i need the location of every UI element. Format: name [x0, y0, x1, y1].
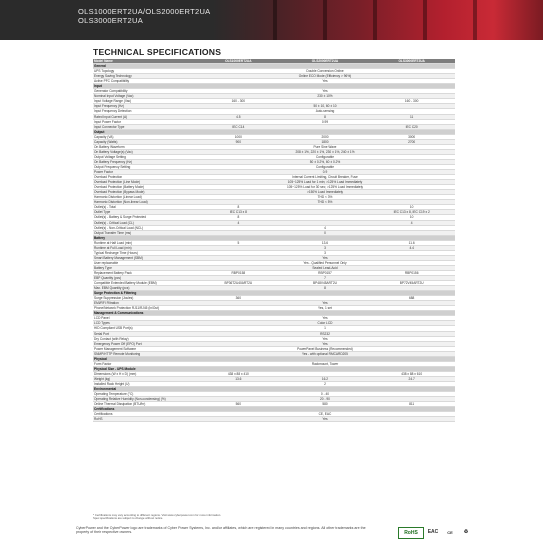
spec-label: Installed Rack Height (U) — [93, 382, 195, 387]
spec-value: 11.6 — [368, 240, 455, 245]
spec-value: 1000 — [195, 134, 282, 139]
rohs-logo: RoHS — [398, 527, 424, 539]
spec-value: Configurable — [195, 154, 455, 159]
spec-value: 160 - 300 — [368, 99, 455, 104]
section-label: Output — [93, 129, 455, 134]
spec-label: Outlet Type — [93, 210, 195, 215]
spec-value: RBP0156 — [368, 270, 455, 275]
section-label: Management & Communications — [93, 311, 455, 316]
header-model-cell: OLS3000ERT2UA — [368, 59, 455, 64]
spec-label: Harmonic Distortion (Linear Load) — [93, 195, 195, 200]
spec-value: THD < 3% — [195, 195, 455, 200]
spec-value: 3 — [195, 250, 455, 255]
ce-logo: CE — [447, 529, 453, 535]
spec-value: Sealed Lead-Acid — [195, 265, 455, 270]
section-label: Battery — [93, 235, 455, 240]
spec-value: 2700 — [368, 139, 455, 144]
spec-label: Dry Contact (with Relay) — [93, 336, 195, 341]
footnote-2: Spec specifications are subject to change without notice. — [93, 516, 164, 521]
spec-label: Runtime at Half Load (min) — [93, 240, 195, 245]
spec-value: 5 — [195, 240, 282, 245]
spec-label: Runtime at Full Load (min) — [93, 245, 195, 250]
spec-value: Double Conversion Online — [195, 69, 455, 74]
model-names-line-1: OLS1000ERT2UA/OLS2000ERT2UA — [78, 7, 211, 16]
spec-label: Input Frequency Detection — [93, 109, 195, 114]
spec-label: Output Transfer Time (ms) — [93, 230, 195, 235]
spec-label: On Battery Waveform — [93, 144, 195, 149]
spec-value: 16.2 — [282, 376, 369, 381]
spec-label: Outlet(s) - Total — [93, 205, 195, 210]
spec-value: 50 ± 10, 60 ± 10 — [195, 104, 455, 109]
spec-label: UPS Topology — [93, 69, 195, 74]
recycle-icon: ♻ — [463, 529, 469, 535]
spec-value: 560 — [195, 402, 282, 407]
spec-label: EBP Quantity (pcs) — [93, 276, 195, 281]
spec-label: Input Voltage Range (Vac) — [93, 99, 195, 104]
spec-label: LCD Types — [93, 321, 195, 326]
spec-label: User replaceable — [93, 260, 195, 265]
spec-value: >150% Load Immediately — [195, 190, 455, 195]
spec-label: Capacity (VA) — [93, 134, 195, 139]
spec-value: IEC C14 — [195, 124, 282, 129]
spec-value: Yes — [195, 301, 455, 306]
spec-value: Configurable — [195, 164, 455, 169]
spec-value: Online ECO Mode (Efficiency > 96%) — [195, 74, 455, 79]
spec-value: Color LCD — [195, 321, 455, 326]
spec-label: Energy Saving Technology — [93, 74, 195, 79]
spec-value: 1800 — [282, 139, 369, 144]
spec-value: Yes — [195, 341, 455, 346]
spec-table — [93, 59, 455, 422]
spec-label: Power Factor — [93, 170, 195, 175]
spec-value: 1 — [195, 326, 455, 331]
spec-value: IEC C13 x 8 — [195, 210, 282, 215]
spec-value: 4.4 — [368, 245, 455, 250]
spec-value: RS232 — [195, 331, 455, 336]
spec-value: 105~125% Load for 1 min; >125% Load Immediately — [195, 180, 455, 185]
spec-value: 3000 — [368, 134, 455, 139]
spec-label: Typical Recharge Time (Hours) — [93, 250, 195, 255]
spec-value: 0.99 — [195, 119, 455, 124]
section-label: Physical Size - UPS Module — [93, 366, 455, 371]
spec-label: Compatible Extended Battery Module (EBM) — [93, 281, 195, 286]
spec-value: 580 — [282, 402, 369, 407]
spec-label: Phone/Network Protection RJ11/RJ45 (In/Out) — [93, 306, 195, 311]
spec-value: 0.9 — [195, 170, 455, 175]
spec-value: 4 — [195, 220, 282, 225]
spec-label: Active PFC Compatibility — [93, 79, 195, 84]
spec-value: CE, EAC — [195, 412, 455, 417]
footnote-1: * Certifications may vary according to different regions. Visit www.cyberpower.com for more information. — [93, 513, 222, 517]
spec-value: Auto-sensing — [195, 109, 455, 114]
spec-value: 688 — [368, 296, 455, 301]
footnotes — [93, 514, 453, 521]
spec-value: 0 - 40 — [195, 392, 455, 397]
spec-label: Dimensions (W x H x D) (mm) — [93, 371, 195, 376]
spec-label: Operating Temperature (°C) — [93, 392, 195, 397]
section-label: Input — [93, 84, 455, 89]
header-model-cell: OLS2000ERT2UA — [282, 59, 369, 64]
spec-value: 208 ± 1%, 220 ± 1%, 230 ± 1%, 240 ± 1% — [195, 149, 455, 154]
spec-value: 360 — [195, 296, 282, 301]
spec-value: Yes - with optional RMCARD205 — [195, 351, 455, 356]
spec-label: Emergency Power Off (EPO) Port — [93, 341, 195, 346]
spec-value: 11 — [368, 114, 455, 119]
header-model-cell: OLS1000ERT2UA — [195, 59, 282, 64]
spec-label: Harmonic Distortion (Non-linear Load) — [93, 200, 195, 205]
spec-label: Smart Battery Management (SBM) — [93, 255, 195, 260]
spec-value: BP72V45ART2U — [368, 281, 455, 286]
spec-value: 105~125% Load for 30 sec; >125% Load Immediately — [195, 185, 455, 190]
section-label: General — [93, 64, 455, 69]
spec-value: 4.5 — [195, 114, 282, 119]
spec-value: 3 — [282, 245, 369, 250]
spec-label: Outlet(s) - Battery & Surge Protected — [93, 215, 195, 220]
spec-label: On Battery Frequency (Hz) — [93, 159, 195, 164]
spec-value: 8 — [195, 215, 282, 220]
spec-value: 7 — [195, 276, 455, 281]
spec-label: Operating Relative Humidity (Non-condensing) (%) — [93, 397, 195, 402]
spec-value: 8 — [282, 114, 369, 119]
spec-label: Overload Protection — [93, 175, 195, 180]
spec-label: Input Power Factor — [93, 119, 195, 124]
server-rack-photo — [213, 0, 543, 40]
spec-label: Surge Suppression (Joules) — [93, 296, 195, 301]
spec-label: Replacement Battery Pack — [93, 270, 195, 275]
section-label: Environmental — [93, 387, 455, 392]
spec-label: Form Factor — [93, 361, 195, 366]
spec-value: 438 x 88 x 610 — [368, 371, 455, 376]
spec-value: Yes - Qualified Personnel Only — [195, 260, 455, 265]
table-row — [93, 417, 455, 422]
page-title: TECHNICAL SPECIFICATIONS — [93, 47, 222, 57]
spec-value: 160 - 300 — [195, 99, 282, 104]
spec-value: 24.7 — [368, 376, 455, 381]
spec-value: Yes — [195, 417, 455, 422]
spec-value: 10 — [368, 215, 455, 220]
spec-value: PowerPanel Business (Recommended) — [195, 346, 455, 351]
spec-label: RoHS — [93, 417, 195, 422]
spec-label: Input Connector Type — [93, 124, 195, 129]
spec-label: Certifications — [93, 412, 195, 417]
spec-value: Yes — [195, 89, 455, 94]
spec-value: 230 ± 10% — [195, 94, 455, 99]
spec-value: 4 — [368, 220, 455, 225]
spec-label: Serial Port — [93, 331, 195, 336]
spec-value: 900 — [195, 139, 282, 144]
spec-label: Overload Protection (Battery Mode) — [93, 185, 195, 190]
spec-label: Output Frequency Setting — [93, 164, 195, 169]
spec-label: Nominal Input Voltage (Vac) — [93, 94, 195, 99]
spec-value: IEC C20 — [368, 124, 455, 129]
spec-value: 0 — [195, 230, 455, 235]
spec-label: SNMP/HTTP Remote Monitoring — [93, 351, 195, 356]
spec-value: Yes, 1 set — [195, 306, 455, 311]
spec-value: IEC C13 x 8, IEC C19 x 2 — [368, 210, 455, 215]
spec-label: HID Compliant USB Port(s) — [93, 326, 195, 331]
spec-value: Yes — [195, 316, 455, 321]
model-names-line-2: OLS3000ERT2UA — [78, 16, 144, 25]
spec-value: Yes — [195, 255, 455, 260]
section-label: Physical — [93, 356, 455, 361]
spec-value: 8 — [195, 205, 282, 210]
spec-value: Internal Current Limiting, Circuit Breaker, Fuse — [195, 175, 455, 180]
trademark-notice: CyberPower and the CyberPower logo are trademarks of Cyber Power Systems, Inc. and/or affiliates, which are registered in many countries and regions. All other trademarks are the property of their respective owners. — [76, 526, 366, 535]
spec-label: Input Frequency (Hz) — [93, 104, 195, 109]
spec-value: 8 — [195, 286, 455, 291]
spec-label: EMI/RFI Filtration — [93, 301, 195, 306]
spec-value: 438 x 88 x 410 — [195, 371, 282, 376]
spec-value: Yes — [195, 79, 455, 84]
spec-value: 811 — [368, 402, 455, 407]
spec-label: Overload Protection (Bypass Mode) — [93, 190, 195, 195]
header-label-cell: Model Name — [93, 59, 195, 64]
spec-label: Weight (kg) — [93, 376, 195, 381]
spec-value: Rackmount, Tower — [195, 361, 455, 366]
spec-value: THD < 5% — [195, 200, 455, 205]
spec-label: Battery Type — [93, 265, 195, 270]
spec-label: Power Management Software — [93, 346, 195, 351]
spec-value: BP36T2U40ART2U — [195, 281, 282, 286]
spec-label: Output Voltage Setting — [93, 154, 195, 159]
spec-label: Capacity (Watts) — [93, 139, 195, 144]
spec-label: Outlet(s) - Non-Critical Load (NCL) — [93, 225, 195, 230]
spec-value: 2 — [195, 382, 455, 387]
spec-value: 50 ± 0.2%, 60 ± 0.2% — [195, 159, 455, 164]
spec-value: RBP0158 — [195, 270, 282, 275]
spec-label: Outlet(s) - Critical Load (CL) — [93, 220, 195, 225]
section-label: Certifications — [93, 407, 455, 412]
spec-value: Pure Sine Wave — [195, 144, 455, 149]
spec-value: 10 — [368, 205, 455, 210]
spec-label: Generator Compatibility — [93, 89, 195, 94]
spec-label: On Battery Voltage(s) (Vac) — [93, 149, 195, 154]
spec-value: BP48V45ART2U — [282, 281, 369, 286]
spec-value: 13.6 — [195, 376, 282, 381]
spec-label: Rated Input Current (A) — [93, 114, 195, 119]
spec-value: RBP0157 — [282, 270, 369, 275]
spec-value: Yes — [195, 336, 455, 341]
spec-value: 2000 — [282, 134, 369, 139]
spec-label: Overload Protection (Line Mode) — [93, 180, 195, 185]
spec-value: 13.6 — [282, 240, 369, 245]
eac-logo: EAC — [427, 529, 439, 535]
spec-label: Online Thermal Dissipation (BTU/hr) — [93, 402, 195, 407]
spec-label: Max. EBM Quantity (pcs) — [93, 286, 195, 291]
spec-value: 20 - 90 — [195, 397, 455, 402]
header-banner — [0, 0, 543, 40]
spec-value: 4 — [195, 225, 455, 230]
spec-label: LCD Panel — [93, 316, 195, 321]
section-label: Surge Protection & Filtering — [93, 291, 455, 296]
